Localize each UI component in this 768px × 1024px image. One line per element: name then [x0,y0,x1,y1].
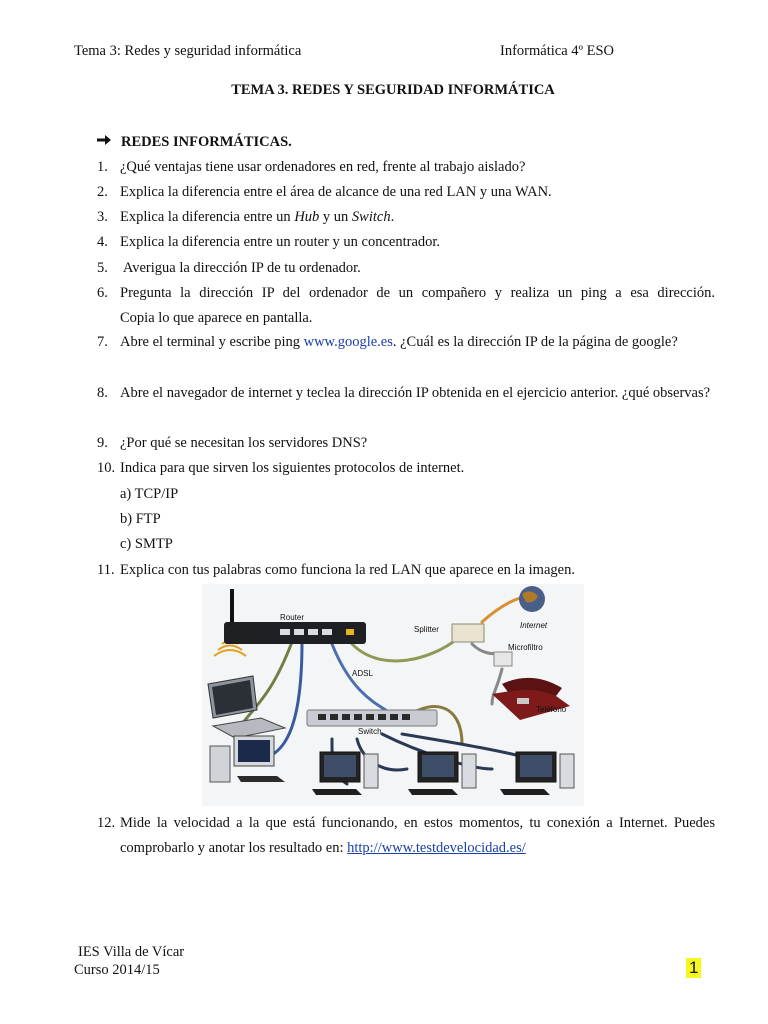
question-1 [97,155,715,180]
label-adsl: ADSL [352,669,373,678]
label-router: Router [280,613,305,622]
question-text: ¿Qué ventajas tiene usar ordenadores en red, frente al trabajo aislado? [120,159,526,175]
question-text-line2: comprobarlo y anotar los resultado en: http://www.testdevelocidad.es/ [120,840,526,856]
question-text: Abre el navegador de internet y teclea la dirección IP obtenida en el ejercicio anterior. ¿qué observas? [120,385,711,401]
question-text-line1: Pregunta la dirección IP del ordenador de un compañero y realiza un ping a esa dirección. [120,285,715,301]
page-number: 1 [686,958,701,978]
protocol-item-ftp: b) FTP [120,511,161,527]
question-10 [97,456,715,481]
protocol-item-tcpip: a) TCP/IP [120,486,179,502]
question-text: ¿Por qué se necesitan los servidores DNS? [120,435,368,451]
question-number: 6. [97,285,108,301]
question-number: 1. [97,159,108,175]
question-number: 10. [97,460,116,476]
question-6 [97,281,715,331]
lan-network-image [202,584,584,806]
label-telefono: Teléfono [536,705,567,714]
document-title: TEMA 3. REDES Y SEGURIDAD INFORMÁTICA [231,82,555,98]
protocol-item-smtp: c) SMTP [120,536,173,552]
google-link[interactable]: www.google.es [303,334,393,350]
question-number: 3. [97,209,108,225]
microfiltro-icon [494,652,512,666]
label-splitter: Splitter [414,625,439,634]
question-number: 11. [97,562,115,578]
footer-course: Curso 2014/15 [74,962,160,978]
section-label: REDES INFORMÁTICAS. [121,134,292,150]
footer-school: IES Villa de Vícar [78,944,185,960]
splitter-icon [452,624,484,642]
question-4 [97,230,715,255]
label-microfiltro: Microfiltro [508,643,543,652]
question-3 [97,205,715,230]
question-number: 7. [97,334,108,350]
question-text-line1: Mide la velocidad a la que está funcionando, en estos momentos, tu conexión a Internet. Puedes [120,815,715,831]
globe-icon [519,586,545,612]
question-text: Explica la diferencia entre un router y un concentrador. [120,234,441,250]
section-heading [97,134,292,151]
question-12 [97,811,715,861]
term-hub: Hub [294,209,320,225]
question-text: Explica la diferencia entre el área de alcance de una red LAN y una WAN. [120,184,552,200]
question-11 [97,558,715,583]
right-arrow-icon [97,134,121,151]
question-text: Explica con tus palabras como funciona la red LAN que aparece en la imagen. [120,562,575,578]
question-8 [97,381,715,406]
label-internet: Internet [520,621,548,630]
question-text: Indica para que sirven los siguientes protocolos de internet. [120,460,465,476]
switch-icon [307,710,437,726]
question-7 [97,330,715,355]
label-switch: Switch [358,727,382,736]
question-number: 4. [97,234,108,250]
header-left: Tema 3: Redes y seguridad informática [74,43,302,59]
question-text: Abre el terminal y escribe ping www.google.es. ¿Cuál es la dirección IP de la página de google? [120,334,678,350]
term-switch: Switch [351,209,391,225]
question-number: 8. [97,385,108,401]
question-number: 12. [97,815,116,831]
speedtest-link[interactable]: http://www.testdevelocidad.es/ [347,840,526,856]
question-text-line2: Copia lo que aparece en pantalla. [120,310,313,326]
question-5 [97,256,715,281]
question-text: Explica la diferencia entre un Hub y un Switch. [120,209,395,225]
question-number: 5. [97,260,108,276]
header-right: Informática 4º ESO [500,43,615,59]
question-9 [97,431,715,456]
question-number: 9. [97,435,108,451]
question-number: 2. [97,184,108,200]
question-text: Averigua la dirección IP de tu ordenador. [120,260,361,276]
question-2 [97,180,715,205]
